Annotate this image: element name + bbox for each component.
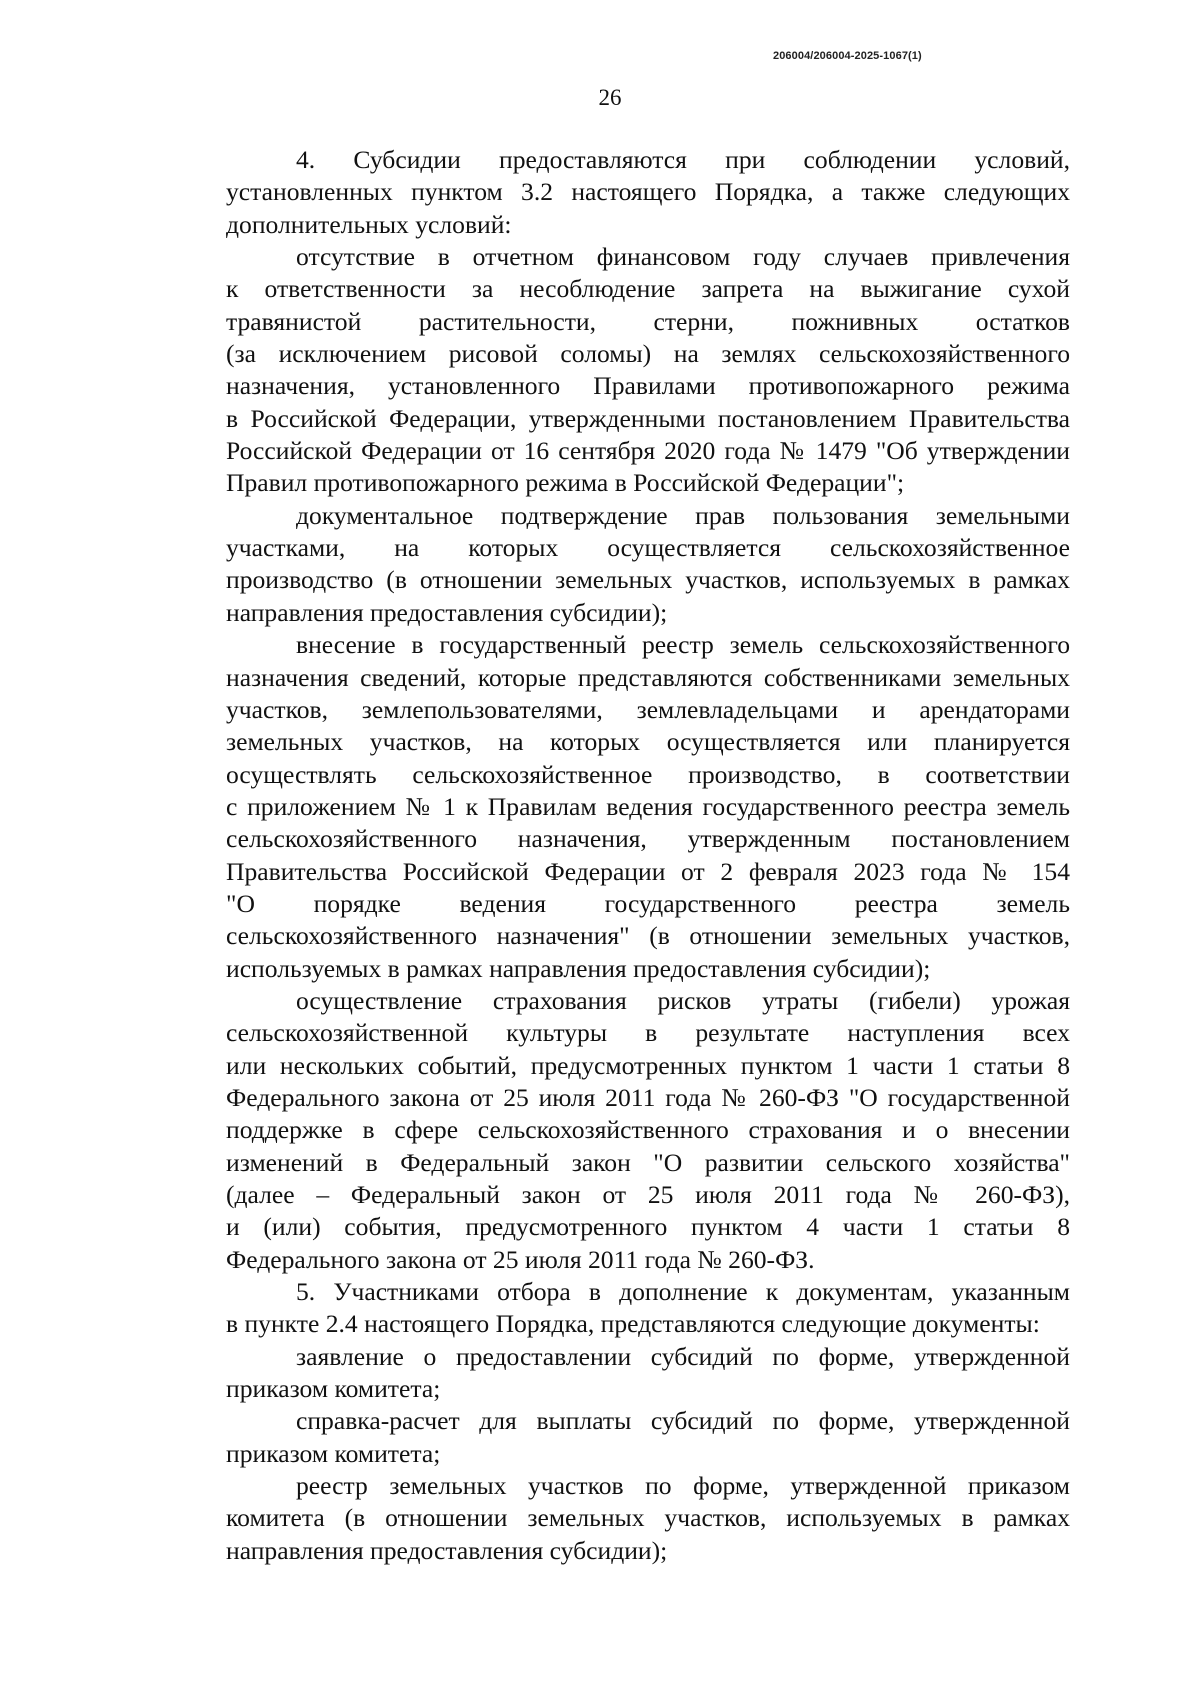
text-line: в Российской Федерации, утвержденными постановлением Правительства xyxy=(226,403,1070,433)
page-number: 26 xyxy=(598,85,622,110)
paragraph-no-burning xyxy=(156,241,1070,500)
text-line: Правил противопожарного режима в Российской Федерации"; xyxy=(226,468,905,498)
text-line: поддержке в сфере сельскохозяйственного страхования и о внесении xyxy=(226,1115,1070,1145)
text-line: участков, землепользователями, землевладельцами и арендаторами xyxy=(226,694,1070,724)
text-line: производство (в отношении земельных участков, используемых в рамках xyxy=(226,565,1070,595)
text-line: установленных пунктом 3.2 настоящего Порядка, а также следующих xyxy=(226,177,1070,207)
text-line: приказом комитета; xyxy=(226,1438,441,1468)
text-line: с приложением № 1 к Правилам ведения государственного реестра земель xyxy=(226,791,1070,821)
paragraph-calculation-certificate xyxy=(156,1405,1070,1470)
paragraph-land-register xyxy=(156,1470,1070,1567)
text-line: осуществлять сельскохозяйственное производство, в соответствии xyxy=(226,759,1070,789)
text-line: 5. Участниками отбора в дополнение к документам, указанным xyxy=(296,1277,1070,1307)
text-line: травянистой растительности, стерни, пожнивных остатков xyxy=(226,306,1070,336)
text-line: и (или) события, предусмотренного пунктом 4 части 1 статьи 8 xyxy=(226,1212,1070,1242)
text-line: заявление о предоставлении субсидий по форме, утвержденной xyxy=(296,1341,1070,1371)
text-line: реестр земельных участков по форме, утвержденной приказом xyxy=(296,1471,1070,1501)
document-body xyxy=(156,144,1070,1567)
text-line: Российской Федерации от 16 сентября 2020 года № 1479 "Об утверждении xyxy=(226,436,1070,466)
paragraph-5-documents xyxy=(156,1276,1070,1341)
text-line: Федерального закона от 25 июля 2011 года № 260-ФЗ. xyxy=(226,1244,815,1274)
text-line: назначения, установленного Правилами противопожарного режима xyxy=(226,371,1070,401)
paragraph-crop-insurance xyxy=(156,985,1070,1276)
text-line: "О порядке ведения государственного реестра земель xyxy=(226,888,1070,918)
text-line: сельскохозяйственного назначения" (в отношении земельных участков, xyxy=(226,921,1070,951)
text-line: изменений в Федеральный закон "О развитии сельского хозяйства" xyxy=(226,1147,1070,1177)
text-line: осуществление страхования рисков утраты (гибели) урожая xyxy=(296,985,1070,1015)
text-line: к ответственности за несоблюдение запрета на выжигание сухой xyxy=(226,274,1070,304)
text-line: (далее – Федеральный закон от 25 июля 2011 года № 260-ФЗ), xyxy=(226,1180,1070,1209)
text-line: Федерального закона от 25 июля 2011 года № 260-ФЗ "О государственной xyxy=(226,1082,1070,1112)
text-line: справка-расчет для выплаты субсидий по форме, утвержденной xyxy=(296,1406,1070,1436)
document-id: 206004/206004-2025-1067(1) xyxy=(773,50,922,62)
text-line: или нескольких событий, предусмотренных пунктом 1 части 1 статьи 8 xyxy=(226,1050,1070,1080)
text-line: направления предоставления субсидии); xyxy=(226,1535,668,1565)
text-line: отсутствие в отчетном финансовом году случаев привлечения xyxy=(296,242,1070,272)
text-line: сельскохозяйственной культуры в результате наступления всех xyxy=(226,1018,1070,1048)
text-line: сельскохозяйственного назначения, утвержденным постановлением xyxy=(226,824,1070,854)
text-line: земельных участков, на которых осуществляется или планируется xyxy=(226,727,1070,757)
text-line: назначения сведений, которые представляются собственниками земельных xyxy=(226,662,1070,692)
text-line: в пункте 2.4 настоящего Порядка, представляются следующие документы: xyxy=(226,1309,1040,1339)
paragraph-application-form xyxy=(156,1341,1070,1406)
text-line: участками, на которых осуществляется сельскохозяйственное xyxy=(226,533,1070,563)
text-line: Правительства Российской Федерации от 2 февраля 2023 года № 154 xyxy=(226,856,1070,886)
text-line: приказом комитета; xyxy=(226,1374,441,1404)
text-line: (за исключением рисовой соломы) на землях сельскохозяйственного xyxy=(226,339,1070,369)
text-line: комитета (в отношении земельных участков, используемых в рамках xyxy=(226,1503,1070,1533)
text-line: дополнительных условий: xyxy=(226,209,512,239)
text-line: направления предоставления субсидии); xyxy=(226,597,668,627)
text-line: внесение в государственный реестр земель сельскохозяйственного xyxy=(296,630,1070,660)
text-line: 4. Субсидии предоставляются при соблюдении условий, xyxy=(296,145,1070,174)
text-line: используемых в рамках направления предоставления субсидии); xyxy=(226,953,931,983)
text-line: документальное подтверждение прав пользования земельными xyxy=(296,500,1070,530)
paragraph-4-conditions xyxy=(156,144,1070,241)
paragraph-land-rights xyxy=(156,500,1070,629)
paragraph-state-registry xyxy=(156,629,1070,985)
